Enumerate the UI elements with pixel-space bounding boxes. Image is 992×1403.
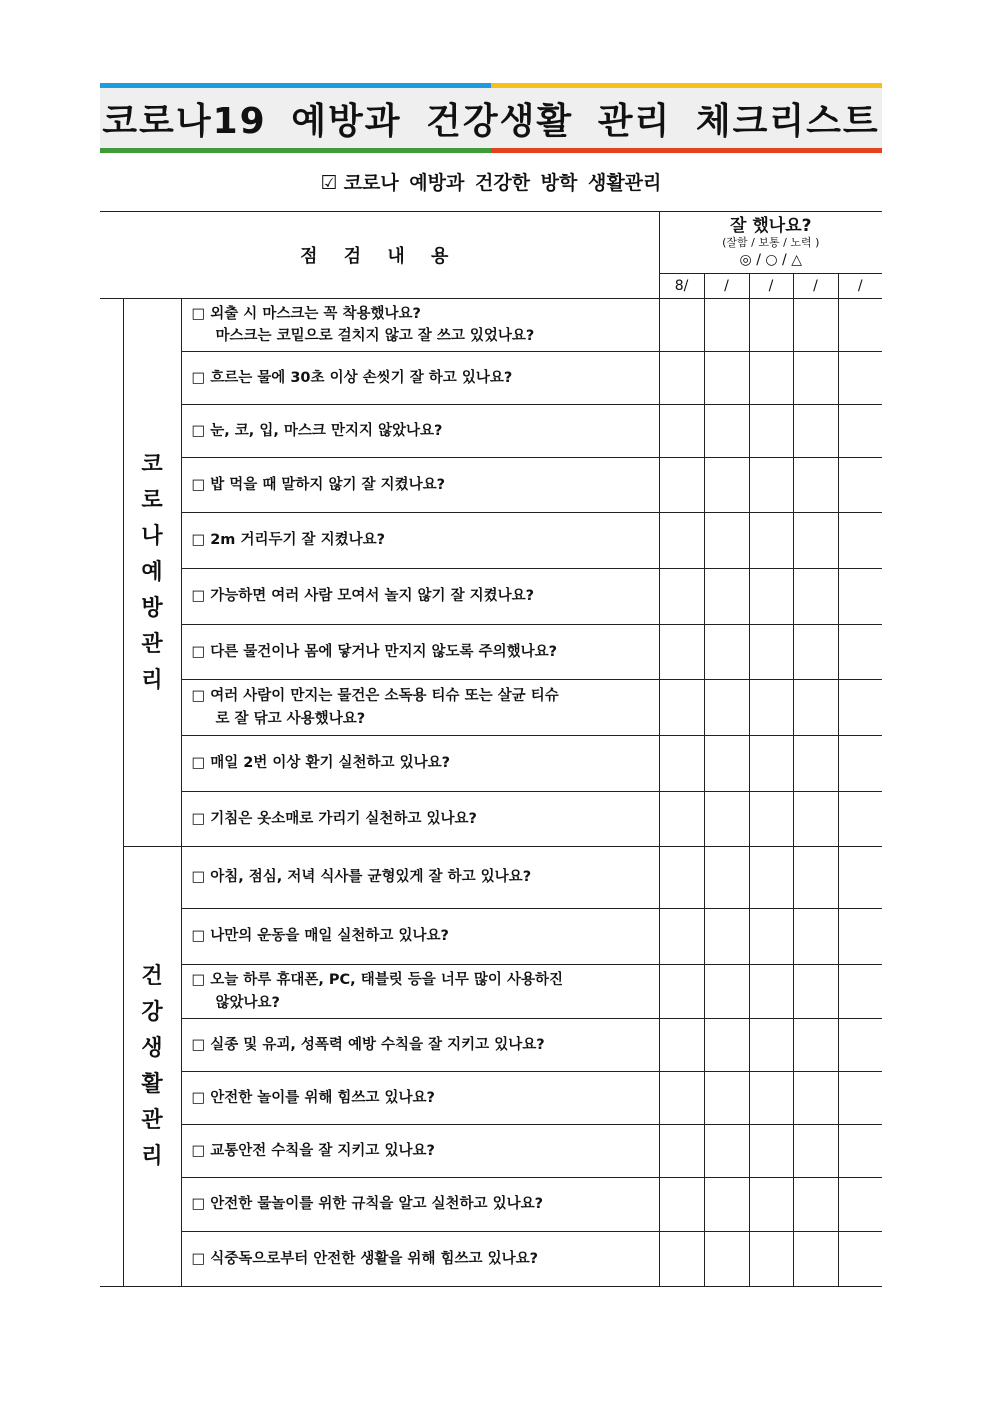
subtitle-text: 코로나 예방과 건강한 방학 생활관리 (343, 172, 662, 194)
checklist-item (181, 352, 659, 405)
rating-cell[interactable] (659, 352, 704, 405)
item-text: 흐르는 물에 30초 이상 손씻기 잘 하고 있나요? (210, 369, 513, 386)
item-text-continued: 마스크는 코밑으로 걸치지 않고 잘 쓰고 있었나요? (215, 328, 535, 344)
item-text: 오늘 하루 휴대폰, PC, 태블릿 등을 너무 많이 사용하진 (210, 972, 564, 989)
checklist-item (181, 458, 659, 513)
rating-cell[interactable] (659, 965, 704, 1019)
category-char: 활 (141, 1071, 163, 1097)
rating-cell[interactable] (704, 1232, 749, 1287)
checklist-item (181, 736, 659, 792)
checklist-row (100, 847, 882, 909)
empty-checkbox-icon[interactable]: □ (191, 869, 206, 886)
date-cell: / (793, 274, 838, 299)
rating-cell[interactable] (793, 736, 838, 792)
rating-cell[interactable] (704, 847, 749, 909)
rating-cell[interactable] (749, 1019, 793, 1072)
empty-checkbox-icon[interactable]: □ (191, 422, 206, 439)
rating-cell[interactable] (704, 909, 749, 965)
checked-box-icon: ☑ (320, 172, 338, 194)
rating-cell[interactable] (704, 352, 749, 405)
rating-cell[interactable] (659, 1232, 704, 1287)
rating-question: 잘 했나요? (730, 216, 812, 237)
rating-cell[interactable] (659, 299, 704, 352)
rating-cell[interactable] (838, 458, 882, 513)
rating-cell[interactable] (749, 792, 793, 847)
item-text: 나만의 운동을 매일 실천하고 있나요? (210, 928, 449, 945)
item-text: 안전한 놀이를 위해 힘쓰고 있나요? (210, 1089, 435, 1106)
rating-cell[interactable] (659, 909, 704, 965)
checklist-table (100, 211, 882, 1287)
rating-cell[interactable] (659, 458, 704, 513)
category-char: 예 (141, 559, 163, 585)
checklist-item (181, 965, 659, 1019)
category-char: 방 (141, 595, 163, 621)
rating-cell[interactable] (838, 847, 882, 909)
category-char: 관 (141, 631, 163, 657)
rating-cell[interactable] (704, 299, 749, 352)
rating-cell[interactable] (838, 1232, 882, 1287)
empty-checkbox-icon[interactable]: □ (191, 1196, 206, 1213)
rating-symbols: ◎ / ○ / △ (739, 251, 802, 268)
empty-checkbox-icon[interactable]: □ (191, 1250, 206, 1267)
category-char: 코 (141, 451, 163, 477)
empty-checkbox-icon[interactable]: □ (191, 588, 206, 605)
checklist-row (100, 680, 882, 736)
rating-cell[interactable] (838, 299, 882, 352)
rating-cell[interactable] (749, 569, 793, 625)
rating-cell[interactable] (749, 965, 793, 1019)
rating-cell[interactable] (749, 299, 793, 352)
rating-cell[interactable] (659, 1178, 704, 1232)
content-header: 점 검 내 용 (300, 246, 459, 267)
rating-cell[interactable] (659, 847, 704, 909)
checklist-item (181, 909, 659, 965)
rating-cell[interactable] (793, 909, 838, 965)
rating-header-cell (659, 212, 882, 274)
rating-cell[interactable] (659, 1125, 704, 1178)
rating-cell[interactable] (704, 569, 749, 625)
category-label (123, 299, 181, 847)
category-char: 생 (141, 1035, 163, 1061)
checklist-row (100, 625, 882, 680)
date-cell: / (704, 274, 749, 299)
rating-cell[interactable] (704, 625, 749, 680)
rating-cell[interactable] (838, 1125, 882, 1178)
checklist-row (100, 352, 882, 405)
item-text: 여러 사람이 만지는 물건은 소독용 티슈 또는 살균 티슈 (210, 688, 559, 705)
empty-checkbox-icon[interactable]: □ (191, 972, 206, 989)
rating-cell[interactable] (838, 569, 882, 625)
content-header-cell (100, 212, 659, 299)
rating-cell[interactable] (659, 569, 704, 625)
date-cell: / (749, 274, 793, 299)
checklist-item (181, 513, 659, 569)
item-text-continued: 않았나요? (215, 994, 280, 1011)
checklist-row (100, 1019, 882, 1072)
subtitle (100, 168, 882, 195)
item-text: 2m 거리두기 잘 지켰나요? (210, 532, 386, 549)
banner-bottom-bar (100, 148, 882, 153)
rating-cell[interactable] (704, 792, 749, 847)
rating-cell[interactable] (838, 1019, 882, 1072)
date-cell: 8/ (659, 274, 704, 299)
empty-checkbox-icon[interactable]: □ (191, 1142, 206, 1159)
empty-checkbox-icon[interactable]: □ (191, 476, 206, 493)
category-char: 관 (141, 1107, 163, 1133)
rating-cell[interactable] (793, 680, 838, 736)
rating-cell[interactable] (749, 513, 793, 569)
rating-cell[interactable] (749, 1178, 793, 1232)
item-text-continued: 로 잘 닦고 사용했나요? (215, 710, 366, 727)
empty-checkbox-icon[interactable]: □ (191, 1036, 206, 1053)
category-char: 리 (141, 667, 163, 693)
rating-cell[interactable] (659, 625, 704, 680)
checklist-item (181, 1019, 659, 1072)
checklist-row (100, 965, 882, 1019)
rating-cell[interactable] (749, 352, 793, 405)
rating-cell[interactable] (793, 792, 838, 847)
rating-cell[interactable] (793, 458, 838, 513)
empty-checkbox-icon[interactable]: □ (191, 928, 206, 945)
empty-checkbox-icon[interactable]: □ (191, 810, 206, 827)
banner-bottom-left-stripe (100, 148, 491, 153)
category-label (123, 847, 181, 1287)
date-cell: / (838, 274, 882, 299)
checklist-row (100, 569, 882, 625)
rating-cell[interactable] (704, 680, 749, 736)
empty-checkbox-icon[interactable]: □ (191, 532, 206, 549)
checklist-item (181, 680, 659, 736)
item-text: 매일 2번 이상 환기 실천하고 있나요? (210, 755, 451, 772)
checklist-row (100, 405, 882, 458)
empty-checkbox-icon[interactable]: □ (191, 305, 206, 322)
rating-cell[interactable] (838, 352, 882, 405)
rating-cell[interactable] (704, 1072, 749, 1125)
rating-cell[interactable] (793, 1019, 838, 1072)
item-text: 가능하면 여러 사람 모여서 놀지 않기 잘 지켰나요? (210, 588, 535, 605)
rating-cell[interactable] (704, 736, 749, 792)
rating-cell[interactable] (704, 1178, 749, 1232)
rating-cell[interactable] (793, 513, 838, 569)
rating-cell[interactable] (838, 680, 882, 736)
rating-cell[interactable] (704, 513, 749, 569)
checklist-item (181, 847, 659, 909)
rating-cell[interactable] (704, 458, 749, 513)
checklist-row (100, 909, 882, 965)
rating-cell[interactable] (659, 1019, 704, 1072)
rating-cell[interactable] (838, 625, 882, 680)
rating-cell[interactable] (749, 405, 793, 458)
banner-bottom-right-stripe (491, 148, 882, 153)
rating-cell[interactable] (793, 625, 838, 680)
rating-cell[interactable] (749, 1072, 793, 1125)
item-text: 밥 먹을 때 말하지 않기 잘 지켰나요? (210, 476, 445, 493)
item-text: 실종 및 유괴, 성폭력 예방 수칙을 잘 지키고 있나요? (210, 1036, 545, 1053)
rating-cell[interactable] (793, 847, 838, 909)
rating-cell[interactable] (704, 965, 749, 1019)
item-text: 안전한 물놀이를 위한 규칙을 알고 실천하고 있나요? (210, 1196, 544, 1213)
checklist-item (181, 299, 659, 352)
checklist-item (181, 569, 659, 625)
rating-cell[interactable] (793, 965, 838, 1019)
rating-cell[interactable] (704, 1019, 749, 1072)
rating-cell[interactable] (659, 680, 704, 736)
rating-cell[interactable] (793, 1072, 838, 1125)
checklist-row (100, 1178, 882, 1232)
rating-cell[interactable] (793, 1232, 838, 1287)
checklist-item (181, 792, 659, 847)
checklist-row (100, 792, 882, 847)
checklist-item (181, 1178, 659, 1232)
checklist-item (181, 1072, 659, 1125)
checklist-item (181, 625, 659, 680)
category-char: 로 (141, 487, 163, 513)
rating-cell[interactable] (838, 909, 882, 965)
empty-checkbox-icon[interactable]: □ (191, 643, 206, 660)
empty-checkbox-icon[interactable]: □ (191, 755, 206, 772)
rating-cell[interactable] (838, 792, 882, 847)
checklist-item (181, 1232, 659, 1287)
rating-cell[interactable] (793, 569, 838, 625)
checklist-row (100, 458, 882, 513)
category-char: 리 (141, 1143, 163, 1169)
page-title: 코로나19 예방과 건강생활 관리 체크리스트 (100, 88, 882, 148)
rating-cell[interactable] (659, 792, 704, 847)
checklist-row (100, 1072, 882, 1125)
checklist-row (100, 1125, 882, 1178)
rating-cell[interactable] (793, 405, 838, 458)
item-text: 눈, 코, 입, 마스크 만지지 않았나요? (210, 422, 443, 439)
category-char: 나 (141, 523, 163, 549)
rating-cell[interactable] (838, 1072, 882, 1125)
rating-cell[interactable] (793, 1178, 838, 1232)
empty-checkbox-icon[interactable]: □ (191, 1089, 206, 1106)
rating-cell[interactable] (659, 513, 704, 569)
checklist-row (100, 1232, 882, 1287)
rating-cell[interactable] (838, 1178, 882, 1232)
rating-cell[interactable] (838, 513, 882, 569)
item-text: 교통안전 수칙을 잘 지키고 있나요? (210, 1142, 435, 1159)
checklist-row (100, 736, 882, 792)
item-text: 다른 물건이나 몸에 닿거나 만지지 않도록 주의했나요? (210, 643, 558, 660)
item-text: 외출 시 마스크는 꼭 착용했나요? (210, 305, 421, 322)
rating-cell[interactable] (749, 1125, 793, 1178)
rating-cell[interactable] (704, 1125, 749, 1178)
rating-cell[interactable] (659, 1072, 704, 1125)
rating-cell[interactable] (659, 405, 704, 458)
category-char: 강 (141, 999, 163, 1025)
checklist-row (100, 513, 882, 569)
checklist-item (181, 405, 659, 458)
checklist-item (181, 1125, 659, 1178)
rating-cell[interactable] (749, 458, 793, 513)
rating-cell[interactable] (838, 965, 882, 1019)
rating-cell[interactable] (793, 1125, 838, 1178)
item-text: 아침, 점심, 저녁 식사를 균형있게 잘 하고 있나요? (210, 869, 532, 886)
rating-cell[interactable] (749, 680, 793, 736)
rating-cell[interactable] (749, 736, 793, 792)
item-text: 기침은 옷소매로 가리기 실천하고 있나요? (210, 810, 477, 827)
category-char: 건 (141, 963, 163, 989)
item-text: 식중독으로부터 안전한 생활을 위해 힘쓰고 있나요? (210, 1250, 538, 1267)
rating-cell[interactable] (659, 736, 704, 792)
checklist-row (100, 299, 882, 352)
rating-cell[interactable] (749, 909, 793, 965)
empty-checkbox-icon[interactable]: □ (191, 369, 206, 386)
empty-checkbox-icon[interactable]: □ (191, 688, 206, 705)
rating-cell[interactable] (749, 1232, 793, 1287)
rating-cell[interactable] (838, 405, 882, 458)
rating-cell[interactable] (838, 736, 882, 792)
rating-cell[interactable] (704, 405, 749, 458)
spacer-cell (100, 299, 123, 847)
rating-scale: (잘함 / 보통 / 노력 ) (722, 235, 820, 249)
rating-cell[interactable] (793, 352, 838, 405)
spacer-cell (100, 847, 123, 1287)
rating-cell[interactable] (749, 847, 793, 909)
rating-cell[interactable] (749, 625, 793, 680)
title-banner (100, 83, 882, 153)
rating-cell[interactable] (793, 299, 838, 352)
